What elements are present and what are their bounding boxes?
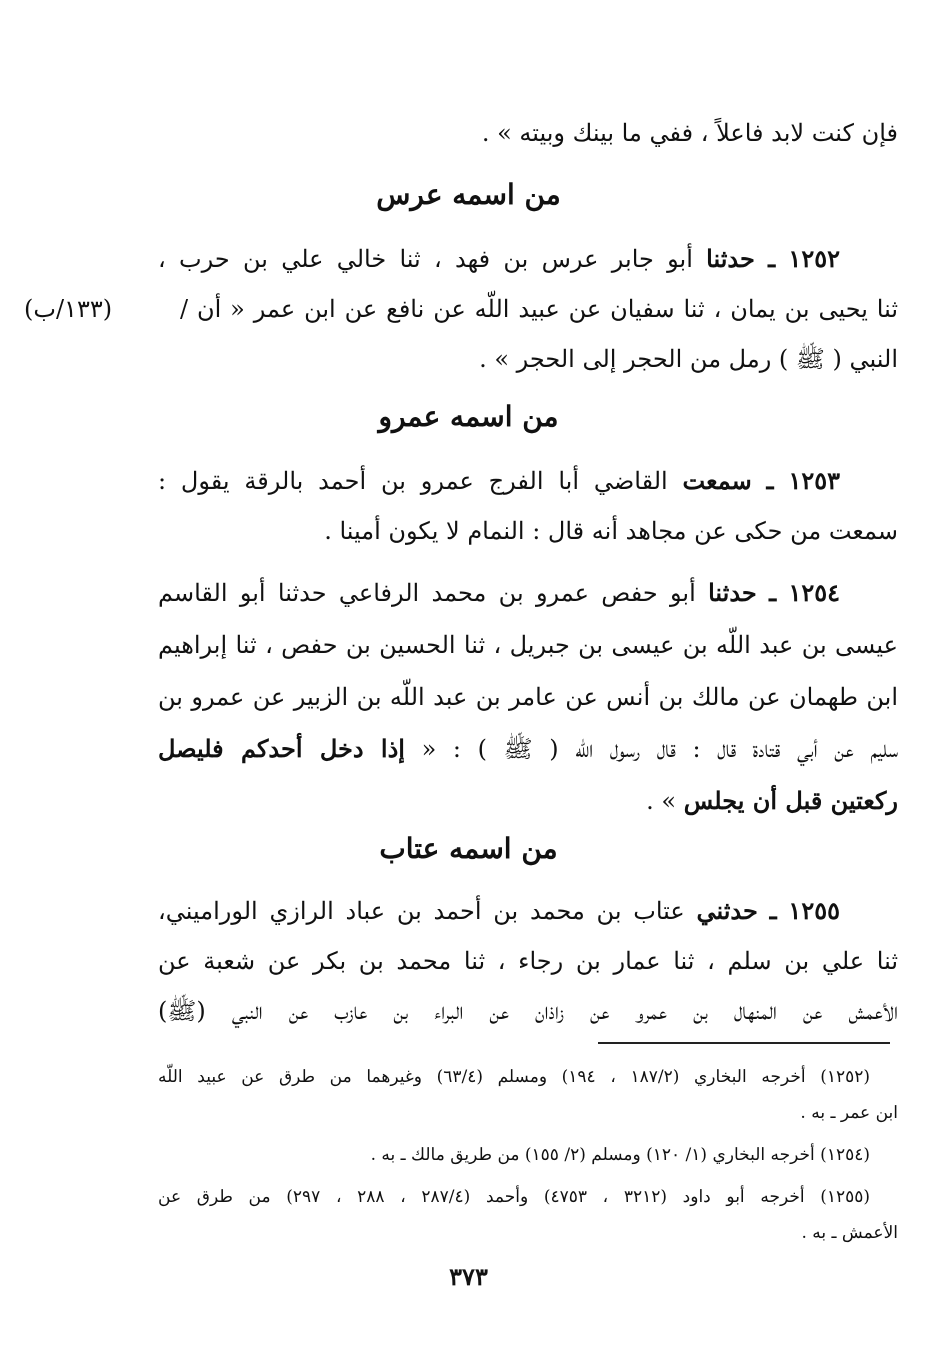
footnote-divider [598, 1042, 890, 1044]
entry-keyword: حدثنا [708, 578, 757, 607]
entry-keyword: حدثنا [706, 244, 755, 273]
dash: ـ [769, 896, 777, 925]
entry-number: ١٢٥٥ [788, 896, 840, 925]
entry-1253-line-2: سمعت من حكى عن مجاهد أنه قال : النمام لا يكون أمينا . [324, 517, 898, 545]
entry-number: ١٢٥٢ [788, 244, 840, 273]
page-number: ٣٧٣ [449, 1262, 488, 1291]
entry-1254-line-1 [158, 570, 840, 616]
entry-number: ١٢٥٣ [788, 466, 840, 495]
entry-1255-line-1 [158, 888, 840, 934]
entry-keyword: حدثني [696, 896, 758, 925]
section-heading-amr: من اسمه عمرو [378, 400, 559, 433]
entry-1254-line-4 [158, 726, 898, 772]
intro-line [420, 110, 898, 156]
footnote-1252: (١٢٥٢) أخرجه البخاري (١٨٧/٢ ، ١٩٤) ومسلم (٦٣/٤) وغيرهما من طرق عن عبيد اللّه [158, 1067, 871, 1087]
footnote-1254: (١٢٥٤) أخرجه البخاري (١/ ١٢٠) ومسلم (٢/ ١٥٥) من طريق مالك ـ به . [370, 1145, 870, 1165]
entry-text: سليم عن أبي قتادة قال : قال رسول اللّه ( ﷺ ) : « [421, 735, 899, 763]
footnote-1255: (١٢٥٥) أخرجه أبو داود (٣٢١٢ ، ٤٧٥٣) وأحمد (٢٨٧/٤ ، ٢٨٨ ، ٢٩٧) من طرق عن [158, 1187, 871, 1207]
entry-1254-line-2: عيسى بن عبد اللّه بن عيسى بن جبريل ، ثنا الحسين بن حفص ، ثنا إبراهيم [158, 631, 898, 659]
intro-text: فإن كنت لابد فاعلاً ، ففي ما بينك وبيته » . [481, 119, 898, 147]
hadith-text-bold: ركعتين قبل أن يجلس [683, 786, 898, 815]
footnote-1255-cont: الأعمش ـ به . [801, 1223, 898, 1243]
entry-text: » . [646, 787, 677, 815]
entry-number: ١٢٥٤ [788, 578, 840, 607]
entry-1252-line-2: ثنا يحيى بن يمان ، ثنا سفيان عن عبيد اللّه عن نافع عن ابن عمر « أن / [180, 295, 899, 323]
margin-folio-reference: (١٣٣/ب) [24, 295, 113, 323]
entry-1252-line-1 [158, 236, 840, 282]
entry-1253-line-1 [158, 458, 840, 504]
entry-keyword: سمعت [682, 466, 752, 495]
dash: ـ [766, 466, 774, 495]
entry-1255-line-2: ثنا علي بن سلم ، ثنا عمار بن رجاء ، ثنا محمد بن بكر عن شعبة عن [158, 947, 898, 975]
entry-1254-line-3: ابن طهمان عن مالك بن أنس عن عامر بن عبد اللّه بن الزبير عن عمرو بن [158, 683, 899, 711]
entry-text: عتاب بن محمد بن أحمد بن عباد الرازي الوراميني، [158, 897, 685, 925]
entry-text: أبو جابر عرس بن فهد ، ثنا خالي علي بن حرب ، [158, 245, 693, 273]
entry-text: أبو حفص عمرو بن محمد الرفاعي حدثنا أبو القاسم [158, 579, 696, 607]
dash: ـ [769, 578, 777, 607]
entry-1255-line-3: الأعمش عن المنهال بن عمرو عن زاذان عن البراء بن عازب عن النبي (ﷺ) [158, 997, 898, 1025]
section-heading-urs: من اسمه عرس [376, 178, 561, 211]
footnote-1252-cont: ابن عمر ـ به . [800, 1103, 898, 1123]
section-heading-attab: من اسمه عتاب [379, 832, 558, 865]
entry-1252-line-3: النبي ( ﷺ ) رمل من الحجر إلى الحجر » . [479, 345, 898, 373]
hadith-text-bold: إذا دخل أحدكم فليصل [158, 734, 405, 763]
entry-1254-line-5 [640, 778, 898, 824]
entry-text: القاضي أبا الفرج عمرو بن أحمد بالرقة يقول : [158, 467, 668, 495]
dash: ـ [768, 244, 776, 273]
